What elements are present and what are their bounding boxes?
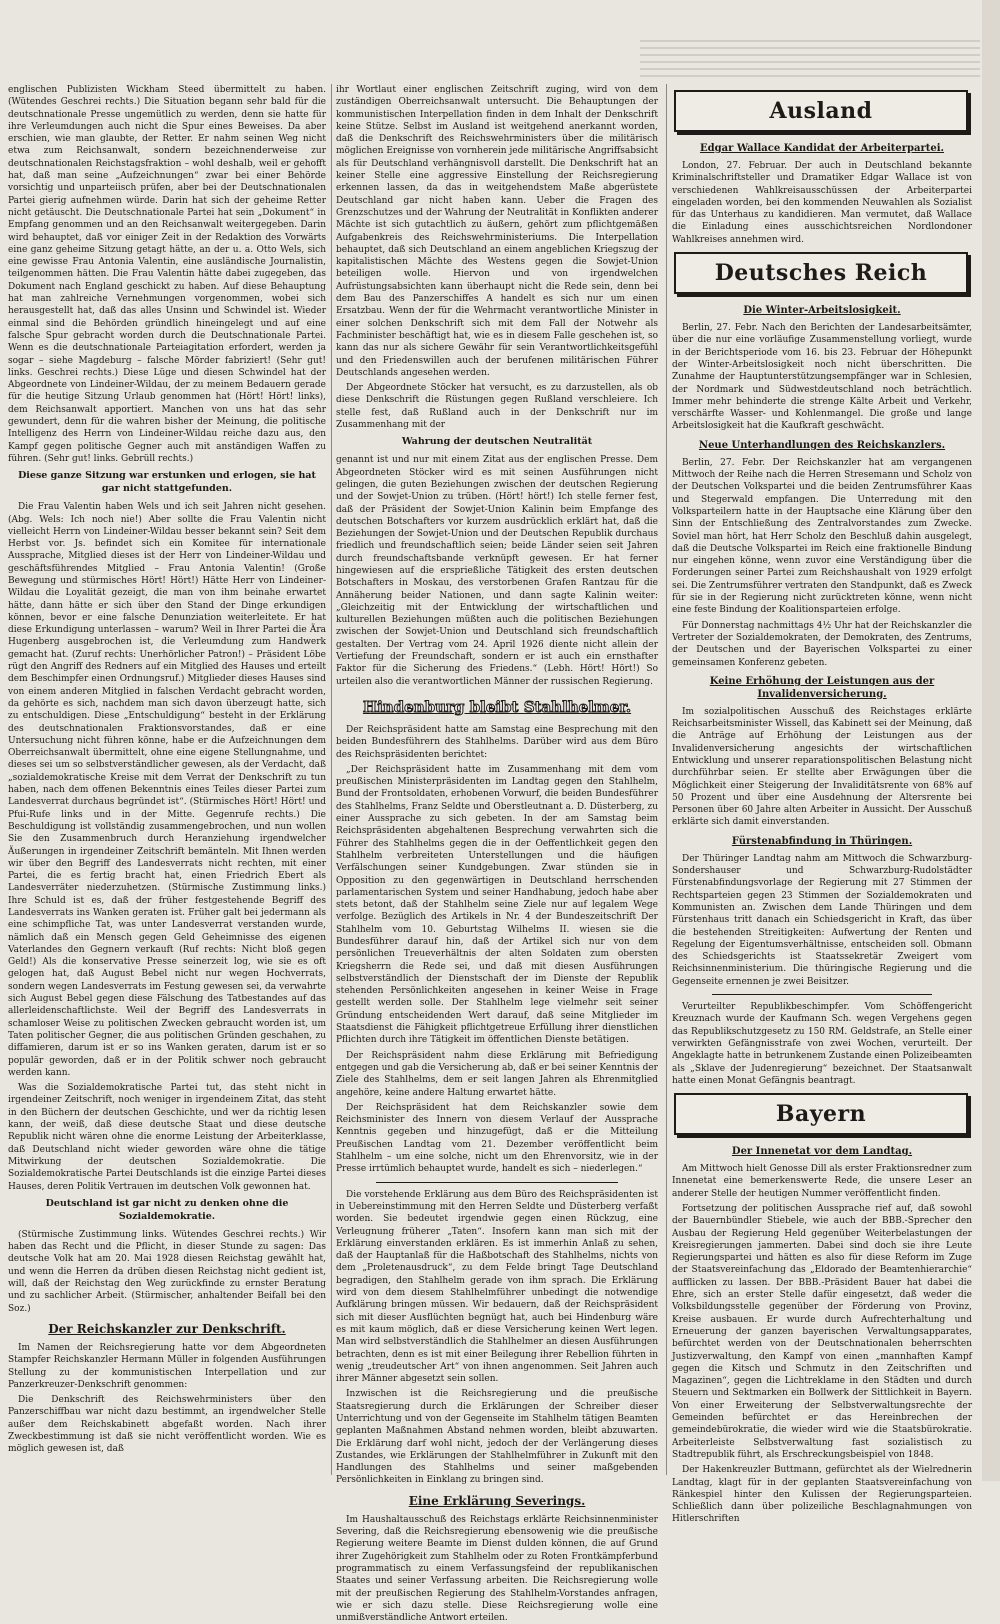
- article-headline: Hindenburg bleibt Stahlhelmer.: [362, 697, 632, 716]
- article-paragraph: Inzwischen ist die Reichsregierung und die preußische Staatsregierung durch die Erklärungen der Schreiber dieser Unterrichtung und von der Gegenseite im Stahlhelm tätigen Beamten geplanten Maßnahmen Abstand nehmen worden, bleibt abzuwarten. Die Erklärung darf wohl nicht, jedoch der der Verlängerung dieses Zustandes, wie Erklärungen der Stahlhelmführer in Zukunft mit den Handlungen des Stahlhelms und seiner maßgebenden Persönlichkeiten in Einklang zu bringen sind.: [336, 1389, 658, 1486]
- article-paragraph: Die Denkschrift des Reichswehrministers über den Panzerschiffbau war nicht dazu bestimmt, an irgendwelcher Stelle außer dem Reichskabinett abgefaßt worden. Nach ihrer Zweckbestimmung ist daß sie nicht veröffentlicht worden. Wie es möglich gewesen ist, daß: [8, 1395, 326, 1455]
- section-banner-deutsches-reich: Deutsches Reich: [674, 252, 968, 294]
- article-paragraph: Verurteilter Republikbeschimpfer. Vom Schöffengericht Kreuznach wurde der Kaufmann Sch. wegen Vergehens gegen das Republikschutzgesetz zu 150 RM. Geldstrafe, an Stelle einer verwirkten Gefängnisstrafe von zwei Wochen, verurteilt. Der Angeklagte hatte in betrunkenem Zustande einen Polizeibeamten als „Sklave der Judenregierung“ bezeichnet. Der Staatsanwalt hatte einen Monat Gefängnis beantragt.: [672, 1002, 972, 1086]
- article-paragraph: Die Frau Valentin haben Wels und ich seit Jahren nicht gesehen. (Abg. Wels: Ich noch nie!) Aber sollte die Frau Valentin nicht vielleicht Herrn von Lindeiner-Wildau besser bekannt sein? Seit dem Herbst vor. Js. befindet sich ein Komitee für internationale Aussprache, Mitglied dieses ist der Herr von Lindeiner-Wildau und geschäftsführendes Mitglied – Frau Antonia Valentin! (Große Bewegung und stürmisches Hört! Hört!) Hätte Herr von Lindeiner-Wildau die Loyalität gezeigt, die man von ihm beinahe erwartet hätte, dann hätte er sich über den Stand der Dinge erkundigen können, bevor er eine falsche Denunziation weiterleitete. Er hat diese Erkundigung unterlassen – warum? Weil in Ihrer Partei die Ära Hugenberg ausgebrochen ist, die Verleumdung zum Handwerk gemacht hat. (Zuruf rechts: Unerhörlicher Patron!) – Präsident Löbe rügt den Angriff des Redners auf ein Mitglied des Hauses und erteilt dem Beschimpfer einen Ordnungsruf.) Mitglieder dieses Hauses sind von einem anderen Mitglied in falschen Verdacht gebracht worden, da gehörte es sich, nachdem man sich davon überzeugt hatte, sich zu entschuldigen. Diese „Entschuldigung“ besteht in der Erklärung des deutschnationalen Fraktionsvorstandes, daß er eine Untersuchung nicht führen könne, habe er die Aufzeichnungen dem Oberreichsanwalt übermittelt, ohne eine eigene Stellungnahme, und dieses sei um so selbstverständlicher gewesen, als der Verdacht, daß „sozialdemokratische Kreise mit dem Verrat der Denkschrift zu tun haben, nach dem offenen Bekenntnis eines Teiles dieser Partei zum Landesverrat durchaus begründet ist“. (Stürmisches Hört! Hört! und Pfui-Rufe links und in der Mitte. Gegenrufe rechts.) Die Beschuldigung ist vollständig zusammengebrochen, und nun wollen Sie den Zusammenbruch durch Heranziehung irgendwelcher Äußerungen in irgendeiner Zeitschrift bemänteln. Mit Ihnen werden wir über den Begriff des Landesverrats nicht rechten, mit einer Partei, die es fertig bracht hat, einen Friedrich Ebert als Landesverräter niederzuhetzen. (Stürmische Zustimmung links.) Ihre Schuld ist es, daß der früher festgestehende Begriff des Landesverrats ins Wanken geraten ist. Früher galt bei jedermann als eine schimpfliche Tat, was unter Landesverrat verstanden wurde, nämlich daß ein Mensch gegen Geld Geheimnisse des eigenen Vaterlandes den Gegnern verkauft (Ruf rechts: Nicht bloß gegen Geld!) Als die konservative Presse seinerzeit log, wie sie es oft gelogen hat, daß August Bebel nicht nur wegen Hochverrats, sondern wegen Landesverrats im Festung gewesen sei, da verwahrte sich August Bebel gegen diese Fälschung des Tatbestandes auf das allerleidenschaftlichste. Weil der Begriff des Landesverrats in schamloser Weise zu politischen Zwecken gebraucht worden ist, um Taten politischer Gegner, die aus politischen Gründen geschahen, zu diffamieren, darum ist er so ins Wanken geraten, darum ist er so populär geworden, daß er in der Politik schwer noch gebraucht werden kann.: [8, 502, 326, 1078]
- article-paragraph: englischen Publizisten Wickham Steed übermittelt zu haben. (Wütendes Geschrei rechts.) Die Situation begann sehr bald für die deutschnationale Presse ungemütlich zu werden, denn sie hatte für ihre Verleumdungen auch nicht die Spur eines Beweises. Da aber erschien, wie man glaubte, der Retter. Er nahm seinen Weg nicht etwa zum Reichsanwalt, sondern bezeichnenderweise zur deutschnationalen Reichstagsfraktion – wohl deshalb, weil er gehofft hat, daß man seine „Aufzeichnungen“ zwar bei einer Behörde vorsichtig und unparteiisch prüfen, aber bei der Deutschnationalen Partei gierig aufnehmen würde. Darin hat sich der geheime Retter nicht getäuscht. Die Deutschnationale Partei hat sein „Dokument“ in Empfang genommen und an den Reichsanwalt weitergegeben. Darin wird behauptet, daß vor einiger Zeit in der Redaktion des Vorwärts eine ganz geheime Sitzung getagt hätte, an der u. a. Otto Wels, sich eine gewisse Frau Antonia Valentin, eine ausländische Journalistin, teilgenommen hätten. Die Frau Valentin hätte dabei zugegeben, das Dokument nach England geschickt zu haben. Auf diese Behauptung hat man zahlreiche Vernehmungen vorgenommen, wobei sich herausgestellt hat, daß das alles Unsinn und Schwindel ist. Wieder einmal sind die Behörden gründlich hineingelegt und auf eine falsche Spur gebracht worden durch die Deutschnationale Partei. Wenn es die deutschnationale Parteiagitation erfordert, werden ja sogar – siehe Magdeburg – falsche Mörder fabriziert! (Sehr gut! links. Geschrei rechts.) Diese Lüge und diesen Schwindel hat der Abgeordnete von Lindeiner-Wildau, der zu meinem Bedauern gerade für die heutige Sitzung Urlaub genommen hat (Hört! Hört! links), dem Reichsanwalt apportiert. Manchen von uns hat das sehr gewundert, denn für die wahren bisher der Meinung, die politische Intelligenz des Herrn von Lindeiner-Wildau reiche dazu aus, den Kampf gegen politische Gegner auch mit anständigen Waffen zu führen. (Sehr gut! links. Gebrüll rechts.): [8, 85, 326, 464]
- article-paragraph: Berlin, 27. Febr. Der Reichskanzler hat am vergangenen Mittwoch der Reihe nach die Herren Stresemann und Scholz von der Deutschen Volkspartei und die beiden Zentrumsführer Kaas und Stegerwald empfangen. Die Unterredung mit den Volksparteilern hatte in der Hauptsache eine Klärung über den Sinn der Entschließung des Zentralvorstandes zum Zwecke. Soviel man hört, hat Herr Scholz den Beschluß dahin ausgelegt, daß die Deutsche Volkspartei im Reich eine fraktionelle Bindung nur eingehen könne, wenn zuvor eine Verständigung über die Forderungen seiner Partei zum Reichshaushalt von 1929 erfolgt sei. Die Zentrumsführer vertraten den Standpunkt, daß es Zweck für sie in der Regierung nicht zurücktreten könne, wenn nicht eine feste Bindung der Koalitionsparteien erfolge.: [672, 457, 972, 616]
- article-paragraph: Für Donnerstag nachmittags 4½ Uhr hat der Reichskanzler die Vertreter der Sozialdemokraten, der Demokraten, des Zentrums, der Deutschen und der Bayerischen Volkspartei zu einer gemeinsamen Konferenz gebeten.: [672, 620, 972, 668]
- article-headline: Fürstenabfindung in Thüringen.: [731, 835, 913, 847]
- divider: [376, 1182, 618, 1183]
- emphasis-statement: Wahrung der deutschen Neutralität: [401, 436, 593, 448]
- article-headline: Der Innenetat vor dem Landtag.: [731, 1146, 913, 1158]
- article-paragraph: Fortsetzung der politischen Aussprache rief auf, daß sowohl der Bauernbündler Stiebele, wie auch der BBB.-Sprecher den Ausbau der Regierung Held gegenüber Weiterbelastungen der Kreisregierungen jammerten. Dabei sind doch sie ihre Leute Regierungspartei und hätten es also für diese Reform im Zuge der Staatsvereinfachung das „Eldorado der Beamtenhierarchie“ aufflicken zu lassen. Der BBB.-Präsident Bauer hat dabei die Ehre, sich an erster Stelle dafür eingesetzt, daß weder die Volksbildungsstelle gegenüber der Förderung von Provinz, Kreise ausbauen. Er wurde durch Aufrechterhaltung und Erneuerung der ganzen bayerischen Verwaltungsapparates, befürchtet werden von der Deutschnationalen beherrschten Justizverwaltung, den Kampf von einen „mannhaften Kampf gegen die Kitsch und Schmutz in den Zeitschriften und Magazinen“, gegen die Lichtreklame in den Städten und durch Steuern und Sektmarken ein Bollwerk der Sittlichkeit in Bayern. Von einer Erweiterung der Selbstverwaltungsrechte der Gemeinden befürchtet er das Hereinbrechen der gemeindebürokratie, die wieder wird wie die Staatsbürokratie. Arbeiterleiste Selbstverwaltung fast sozialistisch zu Stadtrepublik führt, als Erschreckungsbeispiel von 1848.: [672, 1204, 972, 1460]
- article-paragraph: genannt ist und nur mit einem Zitat aus der englischen Presse. Dem Abgeordneten Stöcker wird es mit seinen Ausführungen nicht gelingen, die guten Beziehungen zwischen der deutschen Regierung und der Sowjet-Union zu trüben. (Hört! hört!) Ich stelle ferner fest, daß der Präsident der Sowjet-Union Kalinin beim Empfange des deutschen Botschafters vor kurzem ausdrücklich erklärt hat, daß die Beziehungen der Sowjet-Union und der Deutschen Republik durchaus friedlich und freundschaftlich seien; beide Länder seien seit Jahren durch freundschaftsbande verknüpft gewesen. Er hat ferner hingewiesen auf die ersprießliche Tätigkeit des ersten deutschen Botschafters in Moskau, des verstorbenen Grafen Rantzau für die Annäherung beider Nationen, und dann sagte Kalinin weiter: „Gleichzeitig mit der Entwicklung der wirtschaftlichen und kulturellen Beziehungen müßten auch die politischen Beziehungen zwischen der Sowjet-Union und Deutschland sich freundschaftlich gestalten. Der Vertrag vom 24. April 1926 diente nicht allein der Vertiefung der Freundschaft, sondern er ist auch ein ernsthafter Faktor für die Sicherung des Friedens.“ (Lebh. Hört! Hört!) So urteilen also die verantwortlichen Männer der russischen Regierung.: [336, 455, 658, 687]
- article-paragraph: Am Mittwoch hielt Genosse Dill als erster Fraktionsredner zum Innenetat eine bemerkenswerte Rede, die unsere Leser an anderer Stelle der heutigen Nummer veröffentlicht finden.: [672, 1164, 972, 1199]
- top-margin: [0, 0, 1000, 82]
- divider: [712, 994, 932, 995]
- article-paragraph: Der Reichspräsident hatte am Samstag eine Besprechung mit den beiden Bundesführern des Stahlhelms. Darüber wird aus dem Büro des Reichspräsidenten berichtet:: [336, 724, 658, 760]
- emphasis-statement: Diese ganze Sitzung war erstunken und erlogen, sie hat gar nicht stattgefunden.: [18, 470, 316, 495]
- article-headline: Edgar Wallace Kandidat der Arbeiterpartei.: [699, 143, 945, 154]
- bleed-through-text: [640, 40, 980, 80]
- column-rule: [331, 84, 332, 1475]
- article-paragraph: Was die Sozialdemokratische Partei tut, das steht nicht in irgendeiner Zeitschrift, noch weniger in irgendeinem Zitat, das steht in den Büchern der deutschen Geschichte, und wer da richtig lesen kann, der weiß, daß diese deutsche Staat und diese deutsche Republik nicht wären ohne die enorme Leistung der Arbeiterklasse, daß Deutschland nicht wieder geworden wäre ohne die tätige Mitwirkung der deutschen Sozialdemokratie. Die Sozialdemokratische Partei Deutschlands ist die einzige Partei dieses Hauses, deren Politik Vertrauen im deutschen Volk gewonnen hat.: [8, 1083, 326, 1192]
- column-3: [672, 84, 972, 1525]
- section-banner-bayern: Bayern: [674, 1093, 968, 1135]
- article-paragraph: Der Hakenkreuzler Buttmann, gefürchtet als der Wielrednerin Landtag, klagt für in der geplanten Staatsvereinfachung von Ränkespiel hinter den Kulissen der Regierungsparteien. Schließlich dann über polizeiliche Beschlagnahmungen von Hitlerschriften: [672, 1465, 972, 1525]
- article-paragraph: Der Thüringer Landtag nahm am Mittwoch die Schwarzburg-Sondershauser und Schwarzburg-Rudolstädter Fürstenabfindungsvorlage der Regierung mit 27 Stimmen der Rechtsparteien gegen 23 Stimmen der Sozialdemokraten und Kommunisten an. Zwischen dem Lande Thüringen und dem Fürstenhaus tritt danach ein Schiedsgericht in Kraft, das über die bestehenden Streitigkeiten: Aufwertung der Renten und Regelung der Eigentumsverhältnisse, entscheiden soll. Obmann des Schiedsgerichts ist Staatssekretär Zweigert vom Reichsinnenministerium. Die thüringische Regierung und die Gegenseite ernennen je zwei Beisitzer.: [672, 853, 972, 987]
- article-paragraph: Der Reichspräsident nahm diese Erklärung mit Befriedigung entgegen und gab die Versicherung ab, daß er bei seiner Kenntnis der Ziele des Stahlhelms, dem er seit langen Jahren als Ehrenmitglied angehöre, keine andere Haltung erwartet hätte.: [336, 1050, 658, 1098]
- column-2: [336, 84, 658, 1624]
- article-paragraph: Berlin, 27. Febr. Nach den Berichten der Landesarbeitsämter, über die nur eine vorläufige Zusammenstellung vorliegt, wurde in der Berichtsperiode vom 16. bis 23. Februar der Höhepunkt der Winter-Arbeitslosigkeit noch nicht überschritten. Die Zunahme der Hauptunterstützungsempfänger war in Schlesien, der Nordmark und Südwestdeutschland noch beträchtlich. Immer mehr behinderte die strenge Kälte Arbeit und Verkehr, verschärfte Wasser- und Kohlenmangel. Die große und lange Arbeitslosigkeit hat die Kaufkraft geschwächt.: [672, 323, 972, 432]
- emphasis-statement: Deutschland ist gar nicht zu denken ohne die Sozialdemokratie.: [45, 1197, 289, 1222]
- article-paragraph: Im sozialpolitischen Ausschuß des Reichstages erklärte Reichsarbeitsminister Wissell, das Kabinett sei der Meinung, daß die Anträge auf Erhöhung der Leistungen aus der Invalidenversicherung angesichts der wirtschaftlichen Entwicklung und unserer reparationspolitischen Belastung nicht durchführbar seien. Er stellte aber Erwägungen über die Möglichkeit einer Steigerung der Invaliditätsrente von 68% auf 50 Prozent und über eine Ausdehnung der Altersrente bei Personen über 60 Jahre alten Arbeiter in Aussicht. Der Ausschuß erklärte sich damit einverstanden.: [672, 706, 972, 828]
- section-banner-ausland: Ausland: [674, 90, 968, 132]
- article-paragraph: „Der Reichspräsident hatte im Zusammenhang mit dem vom preußischen Ministerpräsidenten im Landtag gegen den Stahlhelm, Bund der Frontsoldaten, erhobenen Vorwurf, die beiden Bundesführer des Stahlhelms, Franz Seldte und Oberstleutnant a. D. Düsterberg, zu einer Aussprache zu sich gebeten. In der am Samstag beim Reichspräsidenten abgehaltenen Besprechung verwahrten sich die Führer des Stahlhelms gegen die in der Oeffentlichkeit gegen den Stahlhelm verbreiteten Unterstellungen und die häufigen Verfälschungen seiner Kundgebungen. Zwar stünden sie in Opposition zu den gegenwärtigen in Deutschland herrschenden parlamentarischen System und seiner Handhabung, jedoch habe aber stets betont, daß der Stahlhelm seine Ziele nur auf legalem Wege verfolge. Bezüglich des Artikels in Nr. 4 der Bundeszeitschrift Der Stahlhelm vom 10. Geburtstag Wilhelms II. wiesen sie die Bundesführer darauf hin, daß der Artikel sich nur von dem persönlichen Treueverhältnis der alten Soldaten zum obersten Kriegsherrn die Rede sei, und daß mit diesen Ausführungen selbstverständlich der Dienstschaft der im Dienste der Republik stehenden Persönlichkeiten angesehen in keiner Weise in Frage gestellt werden solle. Der Stahlhelm lege vielmehr seit seiner Gründung entscheidenden Wert darauf, daß seine Mitglieder im Staatsdienst die Fähigkeit pflichtgetreue Erfüllung ihrer dienstlichen Pflichten durch ihre Tätigkeit im öffentlichen Dienste betätigen.: [336, 764, 658, 1046]
- article-paragraph: London, 27. Februar. Der auch in Deutschland bekannte Kriminalschriftsteller und Dramatiker Edgar Wallace ist von verschiedenen Wahlkreisausschüssen der Arbeiterpartei eingeladen worden, bei den kommenden Neuwahlen als Sozialist für das Unterhaus zu kandidieren. Man vermutet, daß Wallace die Einladung eines ausschichtsreichen Nordlondoner Wahlkreises annehmen wird.: [672, 161, 972, 245]
- column-1: [8, 84, 326, 1475]
- article-paragraph: (Stürmische Zustimmung links. Wütendes Geschrei rechts.) Wir haben das Recht und die Pflicht, in dieser Stunde zu sagen: Das deutsche Volk hat am 20. Mai 1928 diesen Reichstag gewählt hat, und wenn die Herren da drüben diesen Reichstag nicht gedient ist, will, daß der Reichstag den Weg zurückfinde zu ernster Beratung und zu sachlicher Arbeit. (Stürmischer, anhaltender Beifall bei den Soz.): [8, 1229, 326, 1314]
- article-headline: Keine Erhöhung der Leistungen aus der Invalidenversicherung.: [709, 675, 935, 700]
- article-paragraph: Die vorstehende Erklärung aus dem Büro des Reichspräsidenten ist in Uebereinstimmung mit den Herren Seldte und Düsterberg verfaßt worden. Sie bedeutet irgendwie gegen einen Rückzug, eine Verleugnung früherer „Taten“. Insofern kann man sich mit der Erklärung einverstanden erklären. Es ist immerhin Anlaß zu sehen, daß der Hauptanlaß für die Haßbotschaft des Stahlhelms, nichts von dem „Proletenausdruck“, zu dem Felde bringt Tage Deutschland begradigen, den Stahlhelm gerade von ihm sprach. Die Erklärung wird von dem diesem Stahlhelmführer unbedingt die notwendige Aufklärung bringen müssen. Wir bedauern, daß der Reichspräsident sich mit dieser Ausflüchten begnügt hat, auch bei Hindenburg wäre es mit kaum möglich, daß er diese Versicherung keinen Wert legen. Man wird selbstverständlich die Stahlhelmer an diesen Ausführungen betrachten, denn es ist mit einer Beilegung ihrer Rebellion führten in wenig „treudeutscher Art“ von ihnen angenommen. Seit Jahren auch ihrer Männer abgesetzt sein sollen.: [336, 1189, 658, 1385]
- article-paragraph: Der Reichspräsident hat dem Reichskanzler sowie dem Reichsminister des Innern von diesem Verlauf der Aussprache Kenntnis gegeben und hinzugefügt, daß er die Mitteilung Preußischen Landtag vom 21. Dezember veröffentlicht beim Stahlhelm – um eine solche, nicht um den Ehrenvorsitz, wie in der Presse irrtümlich behauptet wurde, handelt es sich – niederlegen.“: [336, 1102, 658, 1175]
- page-edge: [982, 0, 1000, 1481]
- article-headline: Die Winter-Arbeitslosigkeit.: [743, 305, 901, 317]
- article-paragraph: Im Haushaltausschuß des Reichstags erklärte Reichsinnenminister Severing, daß die Reichsregierung ebensowenig wie die preußische Regierung weitere Beamte im Dienst dulden können, die auf Grund ihrer Zugehörigkeit zum Stahlhelm oder zu Roten Frontkämpferbund programmatisch zu einem Verfassungsfeind der republikanischen Staates und seiner Verfassung arbeiten. Die Reichsregierung wolle mit der preußischen Regierung des Stahlhelm-Vorstandes anfragen, wie er sich dazu stelle. Diese Reichsregierung wolle eine unmißverständliche Antwort erteilen.: [336, 1514, 658, 1624]
- article-paragraph: Der Abgeordnete Stöcker hat versucht, es zu darzustellen, als ob diese Denkschrift die Rüstungen gegen Rußland verschleiere. Ich stelle fest, daß Rußland auch in der Denkschrift nur im Zusammenhang mit der: [336, 383, 658, 431]
- section-heading: Eine Erklärung Severings.: [408, 1493, 586, 1508]
- column-rule: [666, 84, 667, 1475]
- article-paragraph: Im Namen der Reichsregierung hatte vor dem Abgeordneten Stampfer Reichskanzler Hermann Müller in folgenden Ausführungen Stellung zu der kommunistischen Interpellation und zur Panzerkreuzer-Denkschrift genommen:: [8, 1342, 326, 1390]
- article-paragraph: ihr Wortlaut einer englischen Zeitschrift zuging, wird von dem zuständigen Oberreichsanwalt untersucht. Die Behauptungen der kommunistischen Interpellation finden in dem Inhalt der Denkschrift keine Stütze. Selbst im Ausland ist weitgehend anerkannt worden, daß die Denkschrift des Reichswehrministers über die militärisch möglichen Ereignisse von vornherein jede militärische Angriffsabsicht als für Deutschland verhängnisvoll darstellt. Die Denkschrift hat an keiner Stelle eine aggressive Einstellung der Reichsregierung erkennen lassen, da das in weitgehendstem Maße abgerüstete Deutschland gar nicht haben kann. Ueber die Fragen des Grenzschutzes und der Wahrung der Neutralität in Konflikten anderer Mächte ist sich gutachtlich zu äußern, gehört zum pflichtgemäßen Aufgabenkreis des Reichswehrministeriums. Die Interpellation behauptet, daß sich Deutschland an einem angeblichen Kriegszug der kapitalistischen Mächte des Westens gegen die Sowjet-Union beteiligen wolle. Hiervon und von irgendwelchen Aufrüstungsabsichten kann überhaupt nicht die Rede sein, denn bei dem Bau des Panzerschiffes A handelt es sich nur um einen Ersatzbau. Wenn der für die Wehrmacht verantwortliche Minister in einer solchen Denkschrift sich mit dem Fall der Notwehr als Fachminister beschäftigt hat, wie es in diesem Falle geschehen ist, so kann das nur als sichere Gewähr für sein Verantwortlichkeitsgefühl und den Friedenswillen auch der berufenen militärischen Führer Deutschlands angesehen werden.: [336, 85, 658, 378]
- section-heading: Der Reichskanzler zur Denkschrift.: [48, 1321, 286, 1336]
- article-headline: Neue Unterhandlungen des Reichskanzlers.: [698, 439, 946, 451]
